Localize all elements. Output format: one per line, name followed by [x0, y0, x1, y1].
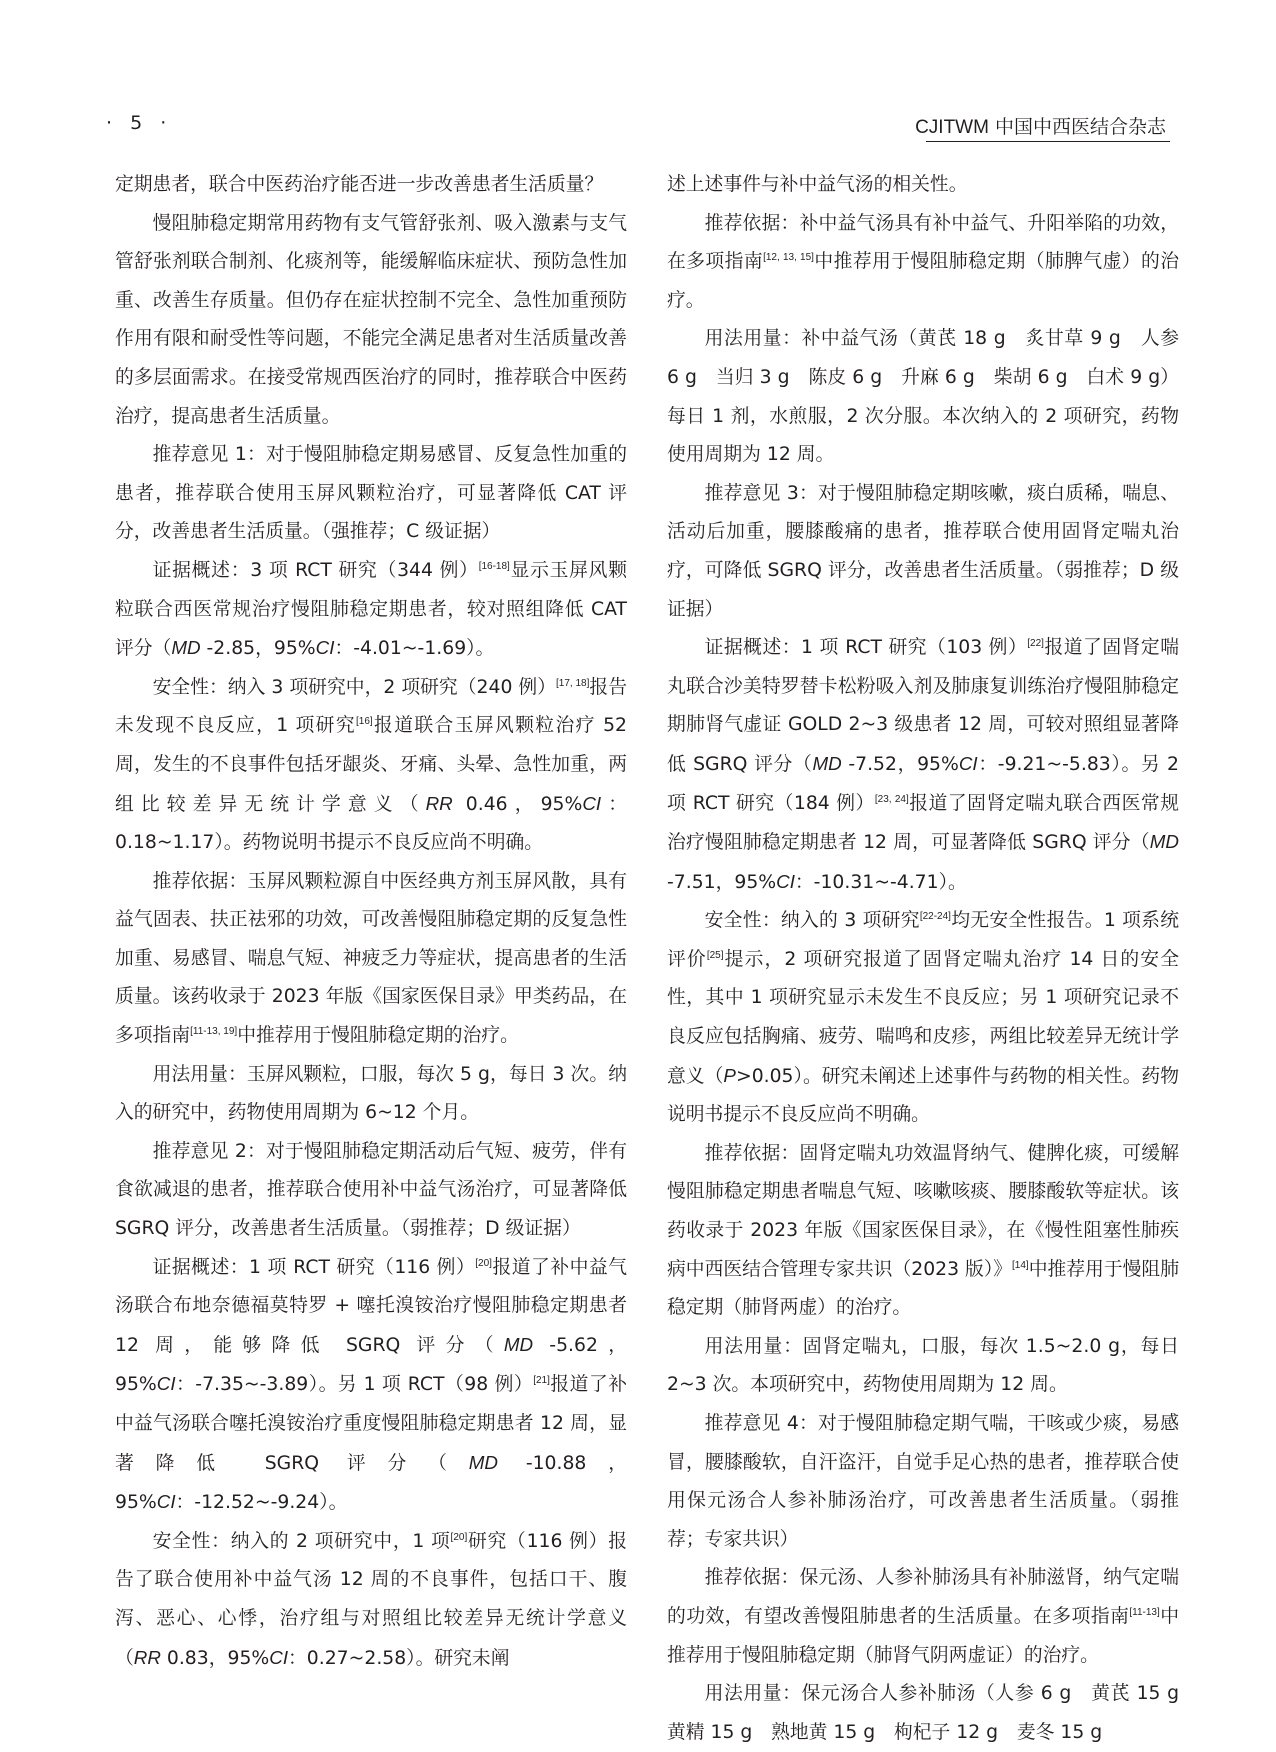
right-column-paragraph: 推荐依据：保元汤、人参补肺汤具有补肺滋肾，纳气定喘的功效，有望改善慢阻肺患者的生活质量。在多项指南[11-13]中推荐用于慢阻肺稳定期（肺肾气阴两虚证）的治疗。: [667, 1567, 1179, 1666]
left-column-paragraph: 用法用量：玉屏风颗粒，口服，每次 5 g，每日 3 次。纳入的研究中，药物使用周期为 6~12 个月。: [115, 1063, 627, 1124]
left-column-paragraph: 推荐依据：玉屏风颗粒源自中医经典方剂玉屏风散，具有益气固表、扶正祛邪的功效，可改善慢阻肺稳定期的反复急性加重、易感冒、喘息气短、神疲乏力等症状，提高患者的生活质量。该药收录于 2023 年版《国家医保目录》甲类药品，在多项指南[11-13, 19]中推荐用于慢阻肺稳定期的治疗。: [115, 870, 627, 1047]
right-column-paragraph: 用法用量：保元汤合人参补肺汤（人参 6 g 黄芪 15 g 黄精 15 g 熟地黄 15 g 枸杞子 12 g 麦冬 15 g: [667, 1683, 1198, 1743]
left-column-paragraph: 推荐意见 2：对于慢阻肺稳定期活动后气短、疲劳，伴有食欲减退的患者，推荐联合使用补中益气汤治疗，可显著降低 SGRQ 评分，改善患者生活质量。（弱推荐；D 级证据）: [115, 1140, 627, 1240]
journal-name: 中国中西医结合杂志: [994, 116, 1166, 138]
page-number: · 5 ·: [106, 112, 173, 134]
right-column-paragraph: 推荐依据：固肾定喘丸功效温肾纳气、健脾化痰，可缓解慢阻肺稳定期患者喘息气短、咳嗽咳痰、腰膝酸软等症状。该药收录于 2023 年版《国家医保目录》，在《慢性阻塞性肺疾病中西医结合管理专家共识（2023 版）》[14]中推荐用于慢阻肺稳定期（肺肾两虚）的治疗。: [667, 1142, 1179, 1319]
header-rule: [926, 141, 1170, 142]
left-column-paragraph: 推荐意见 1：对于慢阻肺稳定期易感冒、反复急性加重的患者，推荐联合使用玉屏风颗粒治疗，可显著降低 CAT 评分，改善患者生活质量。（强推荐；C 级证据）: [115, 444, 627, 543]
left-column-paragraph: 证据概述：1 项 RCT 研究（116 例）[20]报道了补中益气汤联合布地奈德福莫特罗 + 噻托溴铵治疗慢阻肺稳定期患者 12 周，能够降低 SGRQ 评分（MD -5.62，95%CI：-7.35~-3.89）。另 1 项 RCT（98 例）[21]报道了补中益气汤联合噻托溴铵治疗重度慢阻肺稳定期患者 12 周，显著降低 SGRQ 评分（MD -10.88，95%CI：-12.52~-9.24）。: [115, 1256, 628, 1514]
left-column-paragraph: 安全性：纳入 3 项研究中，2 项研究（240 例）[17, 18]报告未发现不良反应，1 项研究[16]报道联合玉屏风颗粒治疗 52 周，发生的不良事件包括牙龈炎、牙痛、头晕、急性加重，两组比较差异无统计学意义（RR 0.46，95%CI：0.18~1.17）。药物说明书提示不良反应尚不明确。: [115, 676, 628, 854]
journal-header: [915, 112, 1166, 139]
right-column-paragraph: 推荐意见 3：对于慢阻肺稳定期咳嗽，痰白质稀，喘息、活动后加重，腰膝酸痛的患者，推荐联合使用固肾定喘丸治疗，可降低 SGRQ 评分，改善患者生活质量。（弱推荐；D 级证据）: [667, 482, 1179, 620]
journal-abbr: CJITWM: [915, 117, 989, 138]
left-column-paragraph: 证据概述：3 项 RCT 研究（344 例）[16-18]显示玉屏风颗粒联合西医常规治疗慢阻肺稳定期患者，较对照组降低 CAT 评分（MD -2.85，95%CI：-4.01~-1.69）。: [115, 559, 627, 660]
right-column: [667, 166, 1198, 1752]
left-column-paragraph: 安全性：纳入的 2 项研究中，1 项[20]研究（116 例）报告了联合使用补中益气汤 12 周的不良事件，包括口干、腹泻、恶心、心悸，治疗组与对照组比较差异无统计学意义（RR 0.83，95%CI：0.27~2.58）。研究未阐: [115, 1530, 627, 1669]
left-column-paragraph: 慢阻肺稳定期常用药物有支气管舒张剂、吸入激素与支气管舒张剂联合制剂、化痰剂等，能缓解临床症状、预防急性加重、改善生存质量。但仍存在症状控制不完全、急性加重预防作用有限和耐受性等问题，不能完全满足患者对生活质量改善的多层面需求。在接受常规西医治疗的同时，推荐联合中医药治疗，提高患者生活质量。: [115, 212, 627, 427]
left-column-paragraph: 定期患者，联合中医药治疗能否进一步改善患者生活质量？: [115, 174, 604, 195]
left-column: [115, 166, 627, 1678]
right-column-paragraph: 用法用量：固肾定喘丸，口服，每次 1.5~2.0 g，每日 2~3 次。本项研究中，药物使用周期为 12 周。: [667, 1335, 1179, 1396]
right-column-paragraph: 安全性：纳入的 3 项研究[22-24]均无安全性报告。1 项系统评价[25]提示，2 项研究报道了固肾定喘丸治疗 14 日的安全性，其中 1 项研究显示未发生不良反应；另 1 项研究记录不良反应包括胸痛、疲劳、喘鸣和皮疹，两组比较差异无统计学意义（P>0.05）。研究未阐述上述事件与药物的相关性。药物说明书提示不良反应尚不明确。: [667, 910, 1180, 1126]
right-column-paragraph: 推荐依据：补中益气汤具有补中益气、升阳举陷的功效，在多项指南[12, 13, 15]中推荐用于慢阻肺稳定期（肺脾气虚）的治疗。: [667, 212, 1179, 311]
right-column-paragraph: 推荐意见 4：对于慢阻肺稳定期气喘，干咳或少痰，易感冒，腰膝酸软，自汗盗汗，自觉手足心热的患者，推荐联合使用保元汤合人参补肺汤治疗，可改善患者生活质量。（弱推荐；专家共识）: [667, 1413, 1179, 1550]
right-column-paragraph: 述上述事件与补中益气汤的相关性。: [667, 174, 968, 195]
right-column-paragraph: 证据概述：1 项 RCT 研究（103 例）[22]报道了固肾定喘丸联合沙美特罗替卡松粉吸入剂及肺康复训练治疗慢阻肺稳定期肺肾气虚证 GOLD 2~3 级患者 12 周，可较对照组显著降低 SGRQ 评分（MD -7.52，95%CI：-9.21~-5.83）。另 2 项 RCT 研究（184 例）[23, 24]报道了固肾定喘丸联合西医常规治疗慢阻肺稳定期患者 12 周，可显著降低 SGRQ 评分（MD -7.51，95%CI：-10.31~-4.71）。: [667, 637, 1180, 893]
right-column-paragraph: 用法用量：补中益气汤（黄芪 18 g 炙甘草 9 g 人参 6 g 当归 3 g 陈皮 6 g 升麻 6 g 柴胡 6 g 白术 9 g）每日 1 剂，水煎服，2 次分服。本次纳入的 2 项研究，药物使用周期为 12 周。: [667, 328, 1179, 466]
